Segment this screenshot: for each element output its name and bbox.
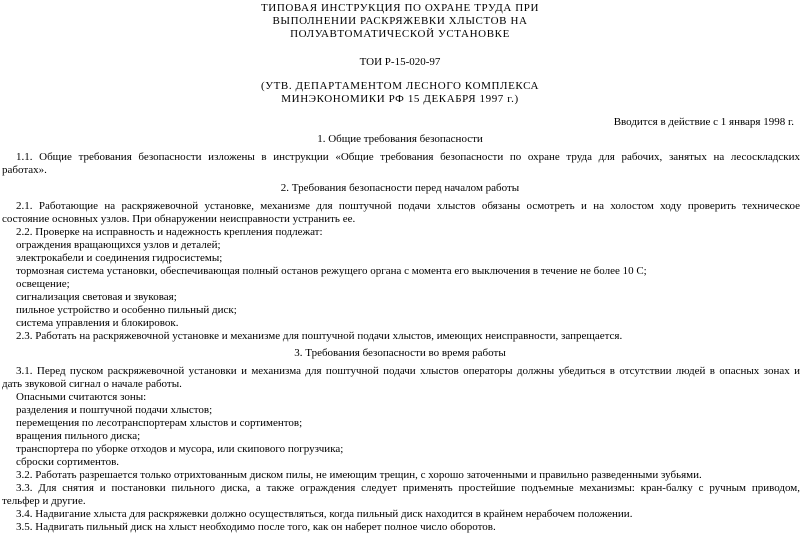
paragraph-line: 3.1. Перед пуском раскряжевочной установки и механизма для поштучной подачи хлыстов операторы должны убедиться в отсутствии людей в опасных зонах и (16, 365, 800, 377)
list-item: сигнализация световая и звуковая; (16, 291, 177, 303)
list-item: тормозная система установки, обеспечивающая полный останов режущего органа с момента его выключения в течение не более 10 С; (16, 265, 647, 277)
list-item: электрокабели и соединения гидросистемы; (16, 252, 223, 264)
section-heading: 2. Требования безопасности перед началом работы (280, 182, 520, 194)
effective-date: Вводится в действие с 1 января 1998 г. (613, 116, 794, 128)
list-item: транспортера по уборке отходов и мусора, или скипового погрузчика; (16, 443, 344, 455)
paragraph-line: 2.1. Работающие на раскряжевочной установке, механизме для поштучной подачи хлыстов обязаны осмотреть и на холостом ходу проверить техническое (16, 200, 800, 212)
section-heading: 1. Общие требования безопасности (317, 133, 483, 145)
list-item: пильное устройство и особенно пильный диск; (16, 304, 237, 316)
paragraph-line: 3.5. Надвигать пильный диск на хлыст необходимо после того, как он наберет полное число оборотов. (16, 521, 496, 533)
list-item: перемещения по лесотранспортерам хлыстов и сортиментов; (16, 417, 303, 429)
document-title-line: ПОЛУАВТОМАТИЧЕСКОЙ УСТАНОВКЕ (290, 28, 510, 40)
approval-line: МИНЭКОНОМИКИ РФ 15 ДЕКАБРЯ 1997 г.) (281, 93, 519, 105)
list-item: система управления и блокировок. (16, 317, 179, 329)
list-item: ограждения вращающихся узлов и деталей; (16, 239, 221, 251)
section-heading: 3. Требования безопасности во время работы (294, 347, 506, 359)
paragraph-line: состояние основных узлов. При обнаружении неисправности устранить ее. (2, 213, 356, 225)
paragraph-line: Опасными считаются зоны: (16, 391, 147, 403)
document-title-line: ВЫПОЛНЕНИИ РАСКРЯЖЕВКИ ХЛЫСТОВ НА (272, 15, 528, 27)
paragraph-line: 2.2. Проверке на исправность и надежность крепления подлежат: (16, 226, 323, 238)
list-item: освещение; (16, 278, 70, 290)
list-item: сброски сортиментов. (16, 456, 120, 468)
document-code: ТОИ Р-15-020-97 (359, 56, 441, 68)
paragraph-line: тельфер и другие. (2, 495, 86, 507)
paragraph-line: 1.1. Общие требования безопасности изложены в инструкции «Общие требования безопасности по охране труда для рабочих, занятых на лесоскладских (16, 151, 800, 163)
paragraph-line: 3.2. Работать разрешается только отрихтованным диском пилы, не имеющим трещин, с хорошо заточенными и правильно разведенными зубьями. (16, 469, 702, 481)
paragraph-line: 2.3. Работать на раскряжевочной установке и механизме для поштучной подачи хлыстов, имеющих неисправности, запрещается. (16, 330, 623, 342)
paragraph-line: дать звуковой сигнал о начале работы. (2, 378, 182, 390)
approval-line: (УТВ. ДЕПАРТАМЕНТОМ ЛЕСНОГО КОМПЛЕКСА (260, 80, 540, 92)
paragraph-line: работах». (2, 164, 47, 176)
paragraph-line: 3.4. Надвигание хлыста для раскряжевки должно осуществляться, когда пильный диск находится в крайнем нерабочем положении. (16, 508, 633, 520)
list-item: разделения и поштучной подачи хлыстов; (16, 404, 213, 416)
paragraph-line: 3.3. Для снятия и постановки пильного диска, а также ограждения следует применять простейшие подъемные механизмы: кран-балку с ручным приводом, (16, 482, 800, 494)
document-title-line: ТИПОВАЯ ИНСТРУКЦИЯ ПО ОХРАНЕ ТРУДА ПРИ (260, 2, 540, 14)
list-item: вращения пильного диска; (16, 430, 141, 442)
